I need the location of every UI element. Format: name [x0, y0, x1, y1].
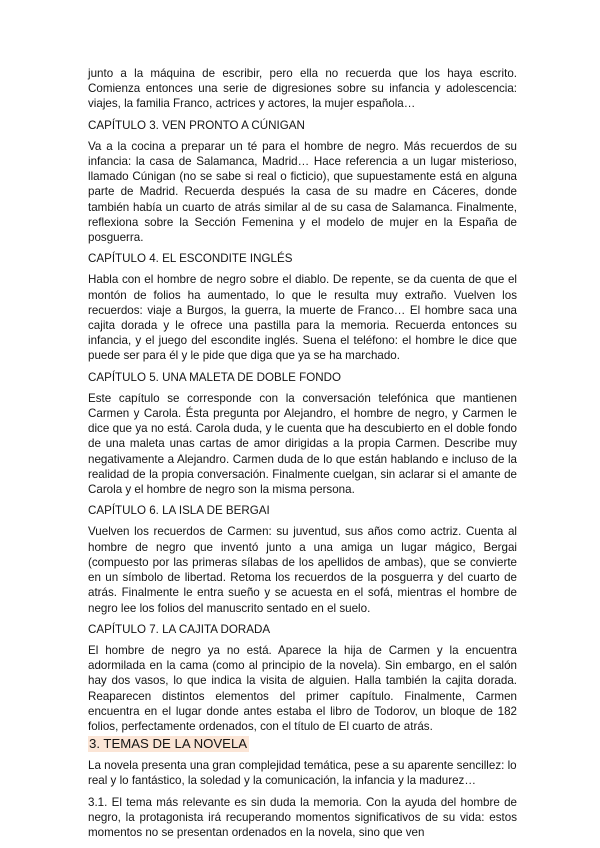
chapter-7-text: El hombre de negro ya no está. Aparece la hija de Carmen y la encuentra adormilada en la cama (como al principio de la novela). Sin embargo, en el salón hay dos vasos, lo que indica la visita de alguien. Halla también la cajita dorada. Reaparecen distintos elementos del primer capítulo. Finalmente, Carmen encuentra en el lugar donde antes estaba el libro de Todorov, un bloque de 182 folios, perfectamente ordenados, con el título de El cuarto de atrás. — [88, 643, 517, 733]
document-page — [88, 66, 517, 840]
chapter-3-title: CAPÍTULO 3. VEN PRONTO A CÚNIGAN — [88, 118, 305, 132]
intro-paragraph: junto a la máquina de escribir, pero ella no recuerda que los haya escrito. Comienza entonces una serie de digresiones sobre su infancia y adolescencia: viajes, la familia Franco, actrices y actores, la mujer española… — [88, 67, 517, 111]
chapter-3-text: Va a la cocina a preparar un té para el hombre de negro. Más recuerdos de su infancia: la casa de Salamanca, Madrid… Hace referencia a un lugar misterioso, llamado Cúnigan (no se sabe si real o ficticio), que supuestamente está en alguna parte de Madrid. Recuerda después la casa de su madre en Cáceres, donde también había un cuarto de atrás similar al de su casa de Salamanca. Finalmente, reflexiona sobre la Sección Femenina y el modelo de mujer en la España de posguerra. — [88, 139, 517, 245]
chapter-5-text: Este capítulo se corresponde con la conversación telefónica que mantienen Carmen y Carola. Ésta pregunta por Alejandro, el hombre de negro, y Carmen le dice que ya no está. Carola duda, y le cuenta que ha descubierto en el doble fondo de una maleta unas cartas de amor dirigidas a la propia Carmen. Describe muy negativamente a Alejandro. Carmen duda de lo que están hablando e incluso de la realidad de la propia conversación. Finalmente cuelgan, sin aclarar si el amante de Carola y el hombre de negro son la misma persona. — [88, 391, 517, 497]
section-point-3-1: 3.1. El tema más relevante es sin duda la memoria. Con la ayuda del hombre de negro, la protagonista irá recuperando momentos significativos de su vida: estos momentos no se presentan ordenados en la novela, sino que ven — [88, 795, 517, 839]
chapter-5-title: CAPÍTULO 5. UNA MALETA DE DOBLE FONDO — [88, 370, 341, 384]
chapter-6-text: Vuelven los recuerdos de Carmen: su juventud, sus años como actriz. Cuenta al hombre de negro que inventó junto a una amiga un lugar mágico, Bergai (compuesto por las primeras sílabas de los apellidos de ambas), que se convierte en un símbolo de libertad. Retoma los recuerdos de la posguerra y del cuarto de atrás. Finalmente le entra sueño y se acuesta en el sofá, mientras el hombre de negro lee los folios del manuscrito sentado en el suelo. — [88, 525, 517, 615]
chapter-7-title: CAPÍTULO 7. LA CAJITA DORADA — [88, 622, 271, 636]
section-intro: La novela presenta una gran complejidad temática, pese a su aparente sencillez: lo real y lo fantástico, la soledad y la comunicación, la infancia y la madurez… — [88, 759, 517, 788]
section-heading: 3. TEMAS DE LA NOVELA — [89, 736, 248, 752]
chapter-6-title: CAPÍTULO 6. LA ISLA DE BERGAI — [88, 504, 270, 518]
chapter-4-text: Habla con el hombre de negro sobre el diablo. De repente, se da cuenta de que el montón de folios ha aumentado, lo que le resulta muy extraño. Vuelven los recuerdos: viaje a Burgos, la guerra, la muerte de Franco… El hombre saca una cajita dorada y le ofrece una pastilla para la memoria. Recuerda entonces su infancia, y el juego del escondite inglés. Suena el teléfono: el hombre le dice que puede ser para él y le pide que diga que ya se ha marchado. — [88, 273, 517, 363]
chapter-4-title: CAPÍTULO 4. EL ESCONDITE INGLÉS — [88, 252, 293, 266]
